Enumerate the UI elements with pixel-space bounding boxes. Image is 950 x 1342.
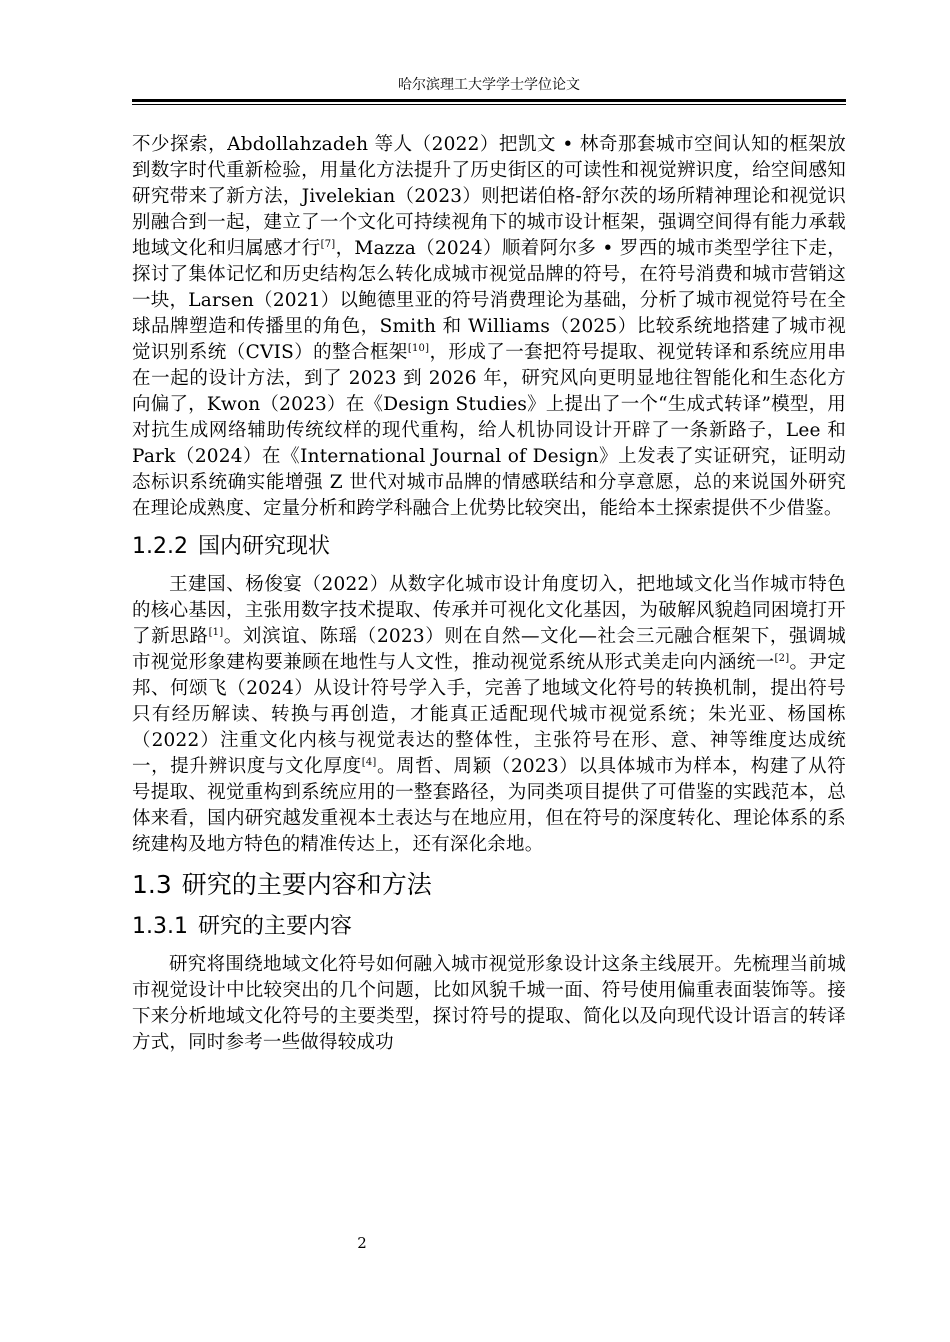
text-run: 王建国、杨俊宴（2022）从数字化城市设计角度切入，把地域文化当作城市特色的核心基因，主张用数字技术提取、传承并可视化文化基因，为破解风貌趋同困境打开了新思路 bbox=[132, 574, 846, 647]
text-run: ，形成了一套把符号提取、视觉转译和系统应用串在一起的设计方法，到了 2023 到 2026 年，研究风向更明显地往智能化和生态化方向偏了，Kwon（2023）在《Design Studies》上提出了一个“生成式转译”模型，用对抗生成网络辅助传统纹样的现代重构，给人机协同设计开辟了一条新路子，Lee 和 Park（2024）在《International Journal of Design》上发表了实证研究，证明动态标识系统确实能增强 Z 世代对城市品牌的情感联结和分享意愿，总的来说国外研究在理论成熟度、定量分析和跨学科融合上优势比较突出，能给本土探索提供不少借鉴。 bbox=[132, 342, 847, 519]
section-number: 1.2.2 bbox=[132, 534, 188, 559]
page-number: 2 bbox=[357, 1234, 367, 1252]
section-number: 1.3.1 bbox=[132, 914, 188, 939]
section-heading-1-3-1 bbox=[132, 912, 846, 942]
header-rule-thick bbox=[132, 99, 846, 102]
paragraph-main-content bbox=[132, 952, 846, 1056]
citation: [7] bbox=[320, 239, 336, 250]
text-run: 。尹定邦、何颂飞（2024）从设计符号学入手，完善了地域文化符号的转换机制，提出符号只有经历解读、转换与再创造，才能真正适配现代城市视觉系统；朱光亚、杨国栋（2022）注重文化内核与视觉表达的整体性，主张符号在形、意、神等维度达成统一，提升辨识度与文化厚度 bbox=[132, 652, 846, 777]
citation: [2] bbox=[774, 653, 790, 664]
page-header: 哈尔滨理工大学学士学位论文 bbox=[398, 77, 580, 93]
text-run: 不少探索，Abdollahzadeh 等人（2022）把凯文 • 林奇那套城市空间认知的框架放到数字时代重新检验，用量化方法提升了历史街区的可读性和视觉辨识度，给空间感知研究带来了新方法，Jivelekian（2023）则把诺伯格-舒尔茨的场所精神理论和视觉识别融合到一起，建立了一个文化可持续视角下的城市设计框架，强调空间得有能力承载地域文化和归属感才行 bbox=[132, 134, 846, 259]
paragraph-domestic-research bbox=[132, 572, 846, 858]
paragraph-foreign-research bbox=[132, 132, 846, 522]
section-number: 1.3 bbox=[132, 870, 172, 899]
citation: [10] bbox=[407, 343, 430, 354]
citation: [1] bbox=[208, 627, 224, 638]
section-heading-1-2-2 bbox=[132, 532, 846, 562]
text-run: 。刘滨谊、陈瑶（2023）则在自然—文化—社会三元融合框架下，强调城市视觉形象建构要兼顾在地性与人文性，推动视觉系统从形式美走向内涵统一 bbox=[132, 626, 846, 673]
text-run: 。周哲、周颖（2023）以具体城市为样本，构建了从符号提取、视觉重构到系统应用的一整套路径，为同类项目提供了可借鉴的实践范本，总体来看，国内研究越发重视本土表达与在地应用，但在符号的深度转化、理论体系的系统建构及地方特色的精准传达上，还有深化余地。 bbox=[132, 756, 846, 855]
citation: [4] bbox=[361, 757, 377, 768]
header-rule-thin bbox=[132, 104, 846, 105]
text-run: 研究将围绕地域文化符号如何融入城市视觉形象设计这条主线展开。先梳理当前城市视觉设计中比较突出的几个问题，比如风貌千城一面、符号使用偏重表面装饰等。接下来分析地域文化符号的主要类型，探讨符号的提取、简化以及向现代设计语言的转译方式，同时参考一些做得较成功 bbox=[132, 954, 846, 1053]
page-body bbox=[132, 132, 846, 1056]
text-run: ，Mazza（2024）顺着阿尔多 • 罗西的城市类型学往下走，探讨了集体记忆和历史结构怎么转化成城市视觉品牌的符号，在符号消费和城市营销这一块，Larsen（2021）以鲍德里亚的符号消费理论为基础，分析了城市视觉符号在全球品牌塑造和传播里的角色，Smith 和 Williams（2025）比较系统地搭建了城市视觉识别系统（CVIS）的整合框架 bbox=[132, 238, 846, 363]
section-title: 国内研究现状 bbox=[197, 534, 330, 559]
section-heading-1-3 bbox=[132, 868, 846, 902]
section-title: 研究的主要内容 bbox=[197, 914, 352, 939]
section-title: 研究的主要内容和方法 bbox=[181, 870, 432, 899]
